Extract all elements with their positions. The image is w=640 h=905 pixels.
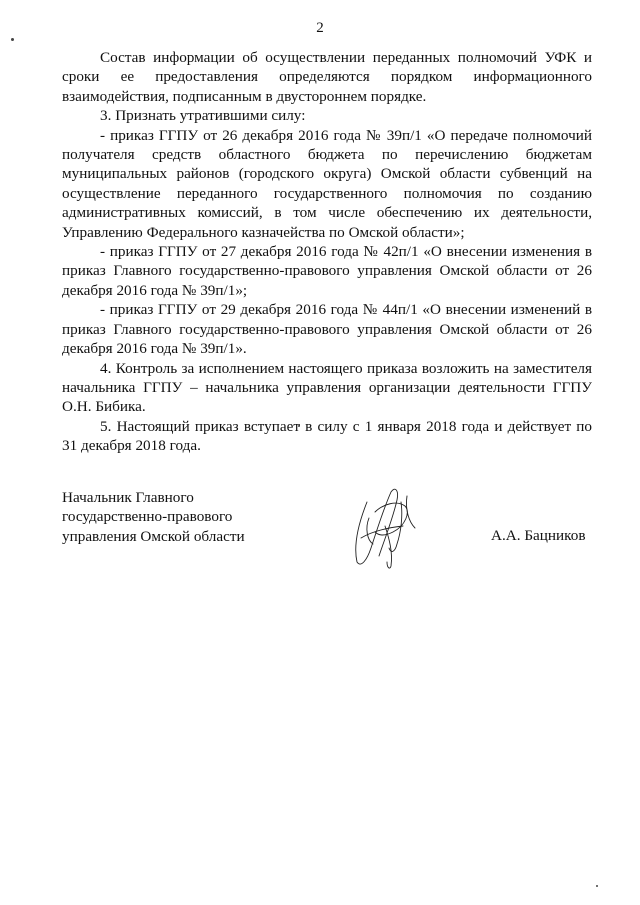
- page-number: 2: [316, 20, 324, 36]
- document-body: [62, 48, 592, 456]
- scan-speck: [596, 885, 598, 887]
- paragraph-repeal-heading: 3. Признать утратившими силу:: [100, 107, 306, 125]
- paragraph-control: 4. Контроль за исполнением настоящего приказа возложить на заместителя начальника ГГПУ – начальника управления организации деятельности ГГПУ О.Н. Бибика.: [62, 359, 592, 416]
- signatory-title-line: управления Омской области: [62, 527, 245, 545]
- paragraph-repeal-order-44: - приказ ГГПУ от 29 декабря 2016 года № 44п/1 «О внесении изменений в приказ Главного государственно-правового управления Омской области от 26 декабря 2016 года № 39п/1».: [62, 301, 592, 358]
- handwritten-signature: [345, 482, 425, 572]
- paragraph-repeal-order-39: - приказ ГГПУ от 26 декабря 2016 года № 39п/1 «О передаче полномочий получателя средств областного бюджета по перечислению бюджетам муниципальных районов (городского округа) Омской области субвенций на осуществление переданного государственного полномочия по созданию административных комиссий, в том числе обеспечению их деятельности, Управлению Федерального казначейства по Омской области»;: [62, 126, 592, 241]
- paragraph-ufk-info: Состав информации об осуществлении переданных полномочий УФК и сроки ее предоставления определяются порядком информационного взаимодействия, подписанным в двустороннем порядке.: [62, 49, 592, 105]
- signatory-name: А.А. Бацников: [491, 527, 586, 544]
- paragraph-effective-date: 5. Настоящий приказ вступает в силу с 1 января 2018 года и действует по 31 декабря 2018 года.: [62, 417, 592, 455]
- signatory-title-line: государственно-правового: [62, 508, 233, 526]
- signatory-title: [62, 488, 245, 546]
- signatory-title-line: Начальник Главного: [62, 489, 194, 506]
- paragraph-repeal-order-42: - приказ ГГПУ от 27 декабря 2016 года № 42п/1 «О внесении изменения в приказ Главного государственно-правового управления Омской области от 26 декабря 2016 года № 39п/1»;: [62, 243, 592, 299]
- scan-speck: [11, 38, 14, 41]
